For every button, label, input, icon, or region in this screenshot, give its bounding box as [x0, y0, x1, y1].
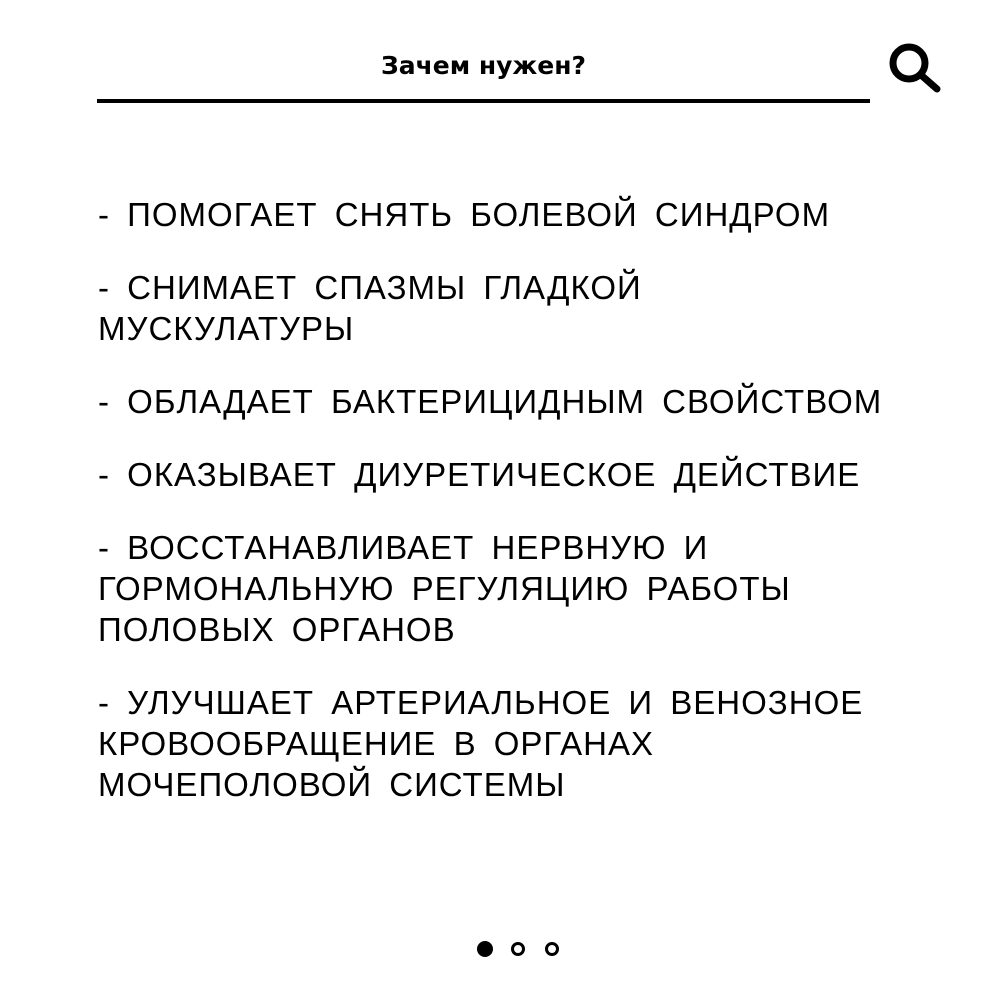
- search-query-text: Зачем нужен?: [380, 51, 587, 80]
- list-item: - ОБЛАДАЕТ БАКТЕРИЦИДНЫМ СВОЙСТВОМ: [98, 383, 883, 420]
- list-item: - УЛУЧШАЕТ АРТЕРИАЛЬНОЕ И ВЕНОЗНОЕ КРОВООБРАЩЕНИЕ В ОРГАНАХ МОЧЕПОЛОВОЙ СИСТЕМЫ: [98, 684, 864, 803]
- list-item: - ОКАЗЫВАЕТ ДИУРЕТИЧЕСКОЕ ДЕЙСТВИЕ: [98, 456, 861, 493]
- pager-dot-2[interactable]: [511, 942, 525, 956]
- search-icon[interactable]: [884, 38, 944, 98]
- pager-dot-1[interactable]: [477, 941, 493, 957]
- pager-dot-3[interactable]: [545, 942, 559, 956]
- list-item: - ПОМОГАЕТ СНЯТЬ БОЛЕВОЙ СИНДРОМ: [98, 196, 831, 233]
- list-item: - ВОССТАНАВЛИВАЕТ НЕРВНУЮ И ГОРМОНАЛЬНУЮ РЕГУЛЯЦИЮ РАБОТЫ ПОЛОВЫХ ОРГАНОВ: [98, 529, 791, 648]
- benefits-list: [98, 194, 968, 837]
- pagination-dots: [474, 939, 566, 963]
- magnifier-glyph: [884, 38, 944, 98]
- search-bar[interactable]: [97, 40, 870, 104]
- list-item: - СНИМАЕТ СПАЗМЫ ГЛАДКОЙ МУСКУЛАТУРЫ: [98, 269, 642, 347]
- search-underline: [97, 99, 870, 103]
